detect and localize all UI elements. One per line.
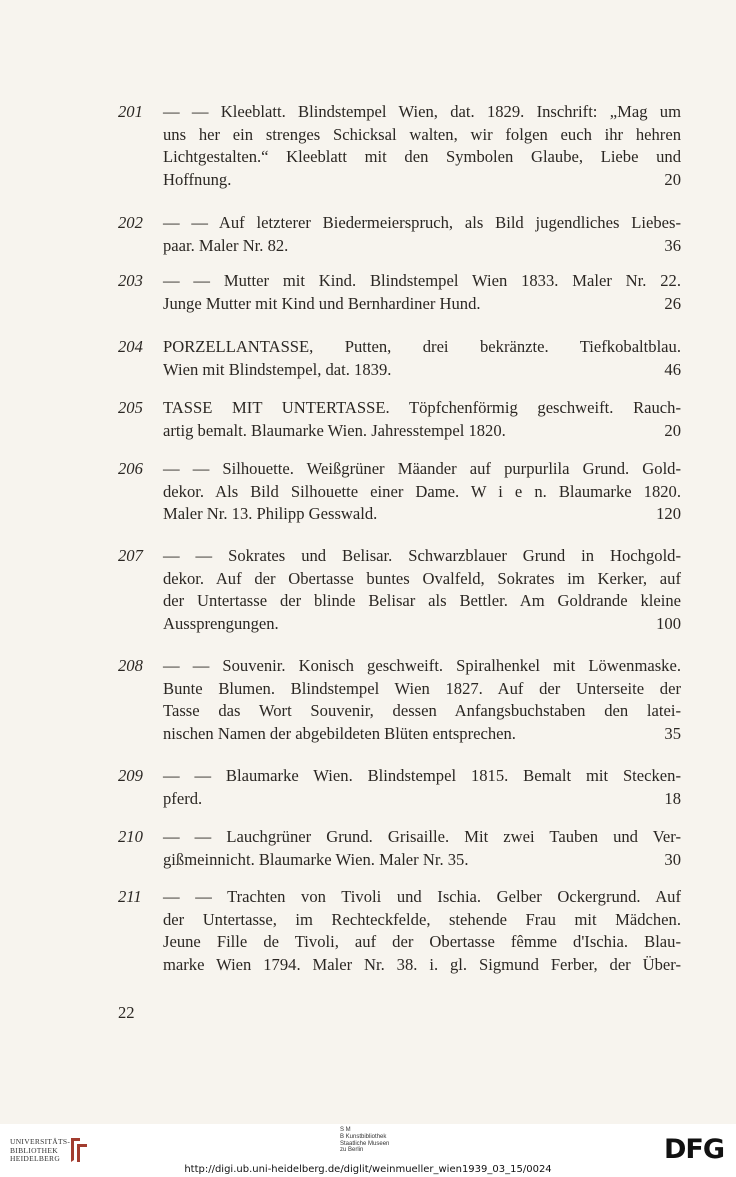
catalog-entry — [118, 826, 681, 871]
entry-number: 204 — [118, 337, 143, 356]
entry-price: 20 — [664, 420, 681, 440]
entry-line: Bunte Blumen. Blindstempel Wien 1827. Auf der Unterseite der — [163, 678, 681, 698]
entry-line: — — Mutter mit Kind. Blindstempel Wien 1833. Maler Nr. 22. — [163, 271, 681, 290]
entry-line: der Untertasse, im Rechteckfelde, stehende Frau mit Mädchen. — [163, 909, 681, 929]
entry-description — [163, 212, 681, 257]
center-logo-line: S M — [340, 1127, 351, 1133]
entry-description — [163, 655, 681, 745]
entry-line-final: pferd. — [163, 788, 203, 808]
entry-line: PORZELLANTASSE, Putten, drei bekränzte. Tiefkobaltblau. — [163, 337, 681, 356]
entry-number: 206 — [118, 459, 143, 478]
entry-number: 201 — [118, 102, 143, 121]
footer-bar — [0, 1124, 736, 1177]
catalog-entry — [118, 886, 681, 976]
uni-logo-line: BIBLIOTHEK — [10, 1145, 58, 1155]
entry-line-final: artig bemalt. Blaumarke Wien. Jahresstempel 1820. — [163, 420, 506, 440]
entry-description — [163, 765, 681, 810]
entry-number: 203 — [118, 271, 143, 290]
entry-line: dekor. Als Bild Silhouette einer Dame. W i e n. Blaumarke 1820. — [163, 481, 681, 501]
entry-line: uns her ein strenges Schicksal walten, wir folgen euch ihr hehren — [163, 124, 681, 144]
entry-price: 100 — [656, 613, 681, 633]
entry-line: Tasse das Wort Souvenir, dessen Anfangsbuchstaben den latei- — [163, 701, 681, 721]
entry-number: 207 — [118, 546, 143, 565]
university-library-logo[interactable] — [10, 1138, 70, 1164]
entry-last-line — [163, 359, 681, 382]
entry-last-line — [163, 723, 681, 746]
uni-logo-line: UNIVERSITÄTS- — [10, 1137, 71, 1146]
entry-line-final: Aussprengungen. — [163, 613, 279, 633]
entry-description — [163, 458, 681, 526]
entry-line: — — Auf letzterer Biedermeierspruch, als Bild jugendliches Liebes- — [163, 213, 681, 232]
entry-last-line — [163, 503, 681, 526]
center-logo-line: B Kunstbibliothek — [340, 1133, 387, 1140]
dfg-logo[interactable]: DFG — [663, 1134, 724, 1165]
entry-price: 20 — [664, 169, 681, 189]
entry-number: 202 — [118, 213, 143, 232]
catalog-entry — [118, 765, 681, 810]
entry-price: 46 — [664, 359, 681, 379]
entry-number: 209 — [118, 766, 143, 785]
entry-line-final: paar. Maler Nr. 82. — [163, 235, 289, 255]
catalog-entry — [118, 270, 681, 315]
entry-line-final: Hoffnung. — [163, 169, 232, 189]
catalog-entry — [118, 655, 681, 745]
entry-line: TASSE MIT UNTERTASSE. Töpfchenförmig geschweift. Rauch- — [163, 398, 681, 417]
entry-line: der Untertasse der blinde Belisar als Bettler. Am Goldrande kleine — [163, 591, 681, 611]
catalog-entry — [118, 545, 681, 635]
entry-line: marke Wien 1794. Maler Nr. 38. i. gl. Sigmund Ferber, der Über- — [163, 954, 681, 974]
entry-line-final: Junge Mutter mit Kind und Bernhardiner Hund. — [163, 293, 481, 313]
entry-line: Jeune Fille de Tivoli, auf der Obertasse fêmme d'Ischia. Blau- — [163, 932, 681, 952]
page-number: 22 — [118, 1003, 135, 1022]
entry-last-line — [163, 235, 681, 258]
entry-description — [163, 826, 681, 871]
entry-line: — — Lauchgrüner Grund. Grisaille. Mit zwei Tauben und Ver- — [163, 827, 681, 846]
entry-last-line — [163, 169, 681, 192]
entry-price: 35 — [664, 723, 681, 743]
catalog-entry — [118, 212, 681, 257]
entry-line: — — Blaumarke Wien. Blindstempel 1815. Bemalt mit Stecken- — [163, 766, 681, 785]
permalink-url[interactable]: http://digi.ub.uni-heidelberg.de/diglit/weinmueller_wien1939_03_15/0024 — [184, 1164, 552, 1175]
entry-line: — — Silhouette. Weißgrüner Mäander auf purpurlila Grund. Gold- — [163, 459, 681, 478]
catalog-entry — [118, 458, 681, 526]
entry-line-final: nischen Namen der abgebildeten Blüten entsprechen. — [163, 723, 516, 743]
entry-last-line — [163, 849, 681, 872]
kunstbibliothek-logo[interactable] — [340, 1127, 389, 1154]
entry-line: — — Souvenir. Konisch geschweift. Spiralhenkel mit Löwenmaske. — [163, 656, 681, 675]
center-logo-line: zu Berlin — [340, 1147, 364, 1154]
entry-last-line — [163, 788, 681, 811]
entry-last-line — [163, 613, 681, 636]
entry-number: 208 — [118, 656, 143, 675]
entry-price: 36 — [664, 235, 681, 255]
entry-line: Lichtgestalten.“ Kleeblatt mit den Symbolen Glaube, Liebe und — [163, 147, 681, 167]
catalog-entry — [118, 101, 681, 191]
entry-description — [163, 886, 681, 976]
entry-description — [163, 101, 681, 191]
entry-number: 210 — [118, 827, 143, 846]
entry-last-line — [163, 420, 681, 443]
entry-price: 26 — [664, 293, 681, 313]
catalog-entry — [118, 397, 681, 442]
entry-price: 30 — [664, 849, 681, 869]
center-logo-line: Staatliche Museen — [340, 1140, 390, 1147]
entry-line: — — Trachten von Tivoli und Ischia. Gelber Ockergrund. Auf — [163, 887, 681, 906]
entry-number: 205 — [118, 398, 143, 417]
entry-line: — — Kleeblatt. Blindstempel Wien, dat. 1829. Inschrift: „Mag um — [163, 102, 681, 121]
uni-logo-line: HEIDELBERG — [10, 1154, 61, 1163]
entry-number: 211 — [118, 887, 142, 906]
entry-description — [163, 545, 681, 635]
catalog-entry — [118, 336, 681, 381]
entry-price: 120 — [656, 504, 681, 524]
entry-line: dekor. Auf der Obertasse buntes Ovalfeld, Sokrates im Kerker, auf — [163, 568, 681, 588]
entry-description — [163, 270, 681, 315]
entry-line-final: Maler Nr. 13. Philipp Gesswald. — [163, 504, 378, 524]
university-emblem-icon — [68, 1136, 90, 1164]
entry-price: 18 — [664, 788, 681, 808]
entry-description — [163, 397, 681, 442]
entry-last-line — [163, 293, 681, 316]
entry-description — [163, 336, 681, 381]
entry-line: — — Sokrates und Belisar. Schwarzblauer Grund in Hochgold- — [163, 546, 681, 565]
entry-line-final: Wien mit Blindstempel, dat. 1839. — [163, 359, 392, 379]
entry-line-final: gißmeinnicht. Blaumarke Wien. Maler Nr. 35. — [163, 849, 469, 869]
